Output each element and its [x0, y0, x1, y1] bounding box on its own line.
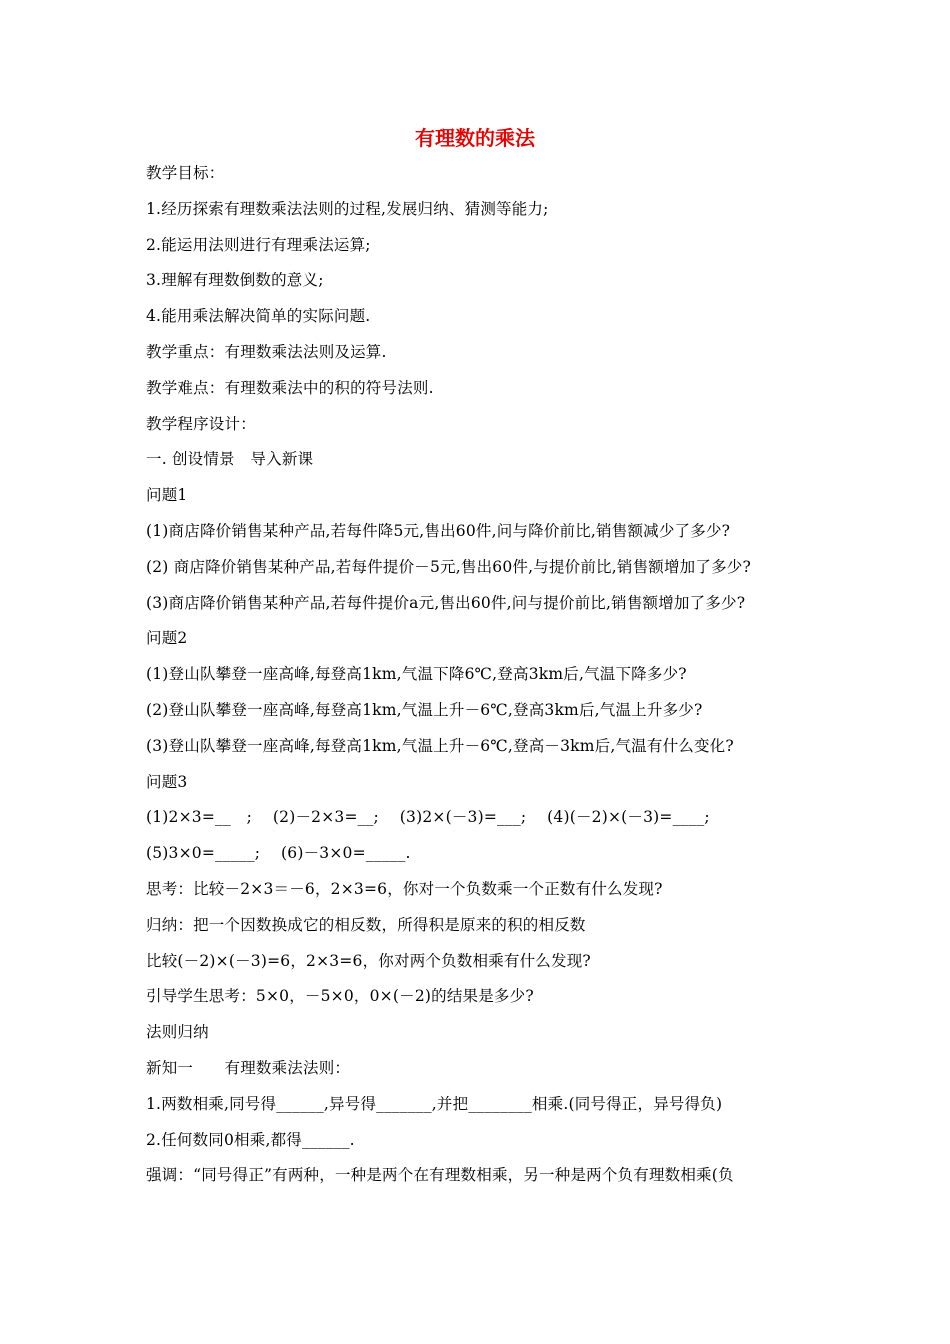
text-line: 新知一 有理数乘法法则：: [146, 1058, 351, 1077]
text-line: 2.任何数同0相乘,都得______.: [146, 1130, 355, 1149]
text-line: 引导学生思考：5×0，－5×0，0×(－2)的结果是多少?: [146, 987, 534, 1006]
text-line: 比较(－2)×(－3)=6，2×3=6，你对两个负数相乘有什么发现?: [146, 951, 591, 970]
text-line: (3)商店降价销售某种产品,若每件提价a元,售出60件,问与提价前比,销售额增加了多少?: [146, 593, 746, 612]
document-body: [146, 158, 826, 1196]
text-line: 问题3: [146, 772, 188, 791]
text-line: 一. 创设情景 导入新课: [146, 450, 314, 469]
text-line: 问题2: [146, 629, 188, 648]
text-line: 教学重点：有理数乘法法则及运算.: [146, 342, 387, 361]
text-line: 问题1: [146, 486, 188, 505]
text-line: 3.理解有理数倒数的意义;: [146, 271, 324, 290]
text-line: (3)登山队攀登一座高峰,每登高1km,气温上升－6℃,登高－3km后,气温有什么变化?: [146, 736, 734, 755]
text-line: 强调：“同号得正”有两种，一种是两个在有理数相乘，另一种是两个负有理数相乘(负: [146, 1166, 734, 1185]
text-line: 归纳：把一个因数换成它的相反数，所得积是原来的积的相反数: [146, 915, 586, 934]
text-line: (2)登山队攀登一座高峰,每登高1km,气温上升－6℃,登高3km后,气温上升多少?: [146, 700, 703, 719]
text-line: (1)商店降价销售某种产品,若每件降5元,售出60件,问与降价前比,销售额减少了多少?: [146, 521, 731, 540]
text-line: 教学目标：: [146, 164, 225, 182]
text-line: (1)登山队攀登一座高峰,每登高1km,气温下降6℃,登高3km后,气温下降多少?: [146, 665, 687, 684]
text-line: (2) 商店降价销售某种产品,若每件提价－5元,售出60件,与提价前比,销售额增加了多少?: [146, 557, 751, 576]
text-line: 2.能运用法则进行有理乘法运算;: [146, 235, 371, 254]
text-line: 1.经历探索有理数乘法法则的过程,发展归纳、猜测等能力;: [146, 199, 549, 218]
text-line: (5)3×0=_____; (6)－3×0=_____.: [146, 844, 411, 863]
text-line: 法则归纳: [146, 1023, 209, 1042]
text-line: 思考：比较－2×3＝－6，2×3=6，你对一个负数乘一个正数有什么发现?: [146, 879, 663, 898]
document-title: 有理数的乘法: [415, 126, 535, 150]
text-line: 教学难点：有理数乘法中的积的符号法则.: [146, 378, 434, 397]
text-line: (1)2×3=__ ; (2)－2×3=__; (3)2×(－3)=___; (4)(－2)×(－3)=____;: [146, 808, 710, 827]
text-line: 4.能用乘法解决简单的实际问题.: [146, 307, 371, 326]
text-line: 教学程序设计：: [146, 414, 256, 433]
text-line: 1.两数相乘,同号得______,异号得_______,并把________相乘.(同号得正，异号得负): [146, 1094, 723, 1113]
